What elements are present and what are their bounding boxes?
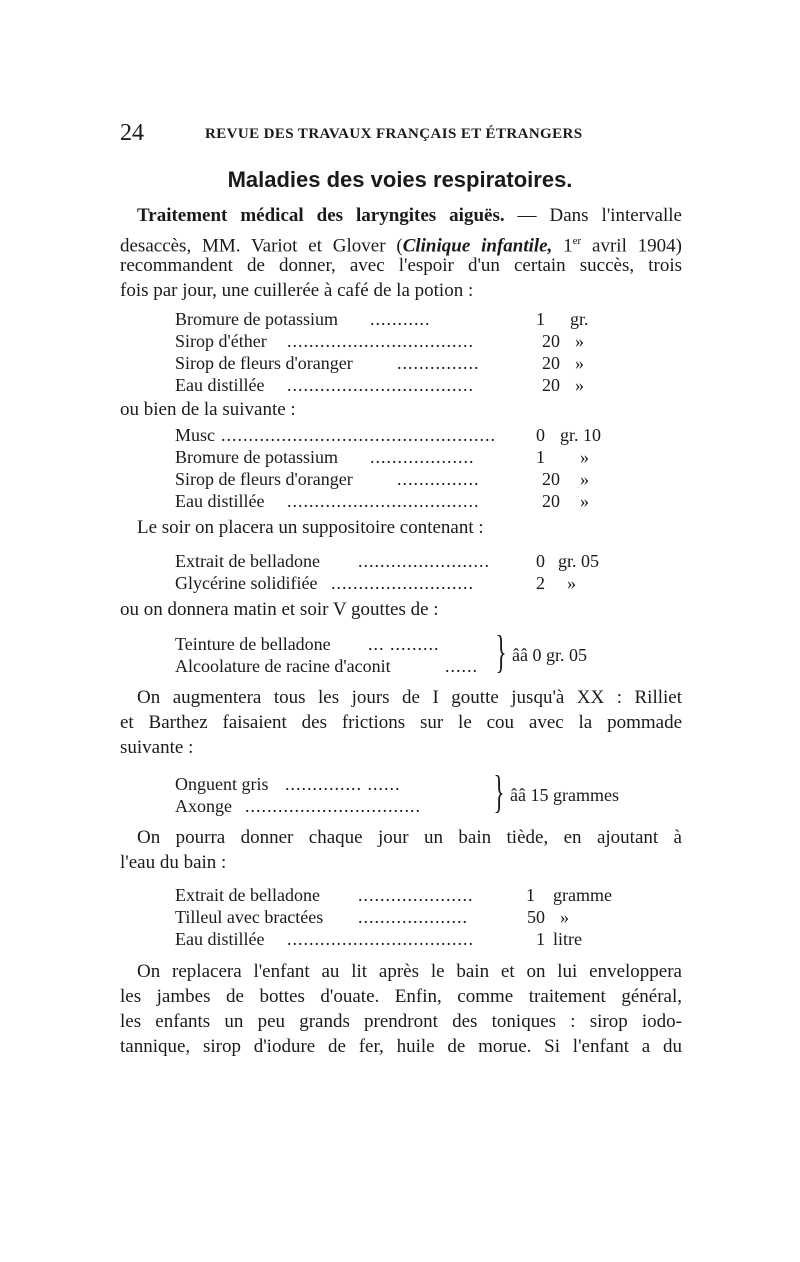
para4-line4: tannique, sirop d'iodure de fer, huile de morue. Si l'enfant a du [120, 1036, 682, 1057]
leader-dots: ............... [397, 353, 480, 373]
leader-dots: ... ......... [368, 634, 440, 654]
ingredient-name: Tilleul avec bractées [175, 907, 324, 927]
or-following-line: ou bien de la suivante : [120, 399, 296, 420]
unit: litre [553, 929, 582, 949]
page-number: 24 [120, 120, 144, 146]
ointment-quantity-note: ââ 15 grammes [510, 785, 619, 805]
quantity: 1 [536, 929, 545, 949]
para1-line1 [137, 204, 682, 228]
ingredient-name: Extrait de belladone [175, 551, 320, 571]
ingredient-name: Extrait de belladone [175, 885, 320, 905]
journal-title: Clinique infantile, [402, 235, 553, 257]
para1-line1-rest: — Dans l'intervalle [504, 205, 682, 226]
quantity: 20 [542, 375, 560, 395]
leader-dots: .................................................. [221, 425, 496, 445]
ingredient-name: Teinture de belladone [175, 634, 331, 654]
ingredient-name: Sirop de fleurs d'oranger [175, 353, 353, 373]
curly-brace: } [495, 626, 507, 677]
para3-line2: l'eau du bain : [120, 852, 227, 873]
para1-line2-c: avril 1904) [581, 235, 682, 257]
paragraph-heading: Traitement médical des laryngites aiguës. [137, 205, 505, 226]
leader-dots: ................................... [287, 491, 480, 511]
para2-line1: On augmentera tous les jours de I goutte jusqu'à XX : Rilliet [137, 687, 682, 708]
drops-line: ou on donnera matin et soir V gouttes de : [120, 599, 439, 620]
para2-line2: et Barthez faisaient des frictions sur le cou avec la pommade [120, 712, 682, 733]
leader-dots: .............. ...... [285, 774, 401, 794]
quantity: 1 [536, 447, 545, 467]
unit: » [575, 331, 584, 351]
ingredient-name: Eau distillée [175, 375, 265, 395]
unit: gr. 10 [560, 425, 602, 445]
unit: » [575, 353, 584, 373]
unit: gr. [570, 309, 589, 329]
quantity: 1 [536, 309, 545, 329]
suppository-line: Le soir on placera un suppositoire contenant : [137, 517, 484, 538]
leader-dots: .......................... [331, 573, 474, 593]
quantity: 20 [542, 353, 560, 373]
quantity: 20 [542, 331, 560, 351]
section-title: Maladies des voies respiratoires. [227, 167, 573, 192]
quantity: 1 [526, 885, 535, 905]
leader-dots: ............... [397, 469, 480, 489]
unit: gramme [553, 885, 612, 905]
para1-line2-a: desaccès, MM. Variot et Glover ( [120, 235, 403, 257]
drops-quantity-note: ââ 0 gr. 05 [512, 645, 587, 665]
ingredient-name: Bromure de potassium [175, 309, 338, 329]
leader-dots: .................................. [287, 929, 474, 949]
curly-brace: } [493, 766, 505, 817]
quantity: 50 [527, 907, 545, 927]
leader-dots: ................................ [245, 796, 421, 816]
leader-dots: .................... [358, 907, 468, 927]
superscript-er: er [572, 235, 582, 247]
unit: gr. 05 [558, 551, 600, 571]
ingredient-name: Eau distillée [175, 491, 265, 511]
ingredient-name: Sirop d'éther [175, 331, 267, 351]
quantity: 0 [536, 425, 545, 445]
leader-dots: .................................. [287, 331, 474, 351]
para1-line4: fois par jour, une cuillerée à café de la potion : [120, 280, 474, 301]
para3-line1: On pourra donner chaque jour un bain tiède, en ajoutant à [137, 827, 682, 848]
para4-line3: les enfants un peu grands prendront des toniques : sirop iodo- [120, 1011, 682, 1032]
unit: » [580, 469, 589, 489]
leader-dots: .................................. [287, 375, 474, 395]
quantity: 20 [542, 469, 560, 489]
para4-line2: les jambes de bottes d'ouate. Enfin, comme traitement général, [120, 986, 682, 1007]
unit: » [567, 573, 576, 593]
leader-dots: ..................... [358, 885, 474, 905]
unit: » [560, 907, 569, 927]
ingredient-name: Axonge [175, 796, 232, 816]
para4-line1: On replacera l'enfant au lit après le bain et on lui enveloppera [137, 961, 682, 982]
para1-line2-b: 1 [552, 235, 573, 257]
unit: » [580, 447, 589, 467]
leader-dots: ...... [445, 656, 478, 676]
leader-dots: ................... [370, 447, 475, 467]
unit: » [575, 375, 584, 395]
para1-line3: recommandent de donner, avec l'espoir d'un certain succès, trois [120, 255, 682, 276]
unit: » [580, 491, 589, 511]
ingredient-name: Glycérine solidifiée [175, 573, 318, 593]
ingredient-name: Eau distillée [175, 929, 265, 949]
quantity: 20 [542, 491, 560, 511]
quantity: 2 [536, 573, 545, 593]
ingredient-name: Bromure de potassium [175, 447, 338, 467]
ingredient-name: Alcoolature de racine d'aconit [175, 656, 391, 676]
running-title: REVUE DES TRAVAUX FRANÇAIS ET ÉTRANGERS [205, 126, 583, 142]
running-header [120, 120, 680, 150]
ingredient-name: Onguent gris [175, 774, 269, 794]
quantity: 0 [536, 551, 545, 571]
leader-dots: ........................ [358, 551, 490, 571]
para2-line3: suivante : [120, 737, 194, 758]
leader-dots: ........... [370, 309, 431, 329]
ingredient-name: Musc [175, 425, 215, 445]
ingredient-name: Sirop de fleurs d'oranger [175, 469, 353, 489]
